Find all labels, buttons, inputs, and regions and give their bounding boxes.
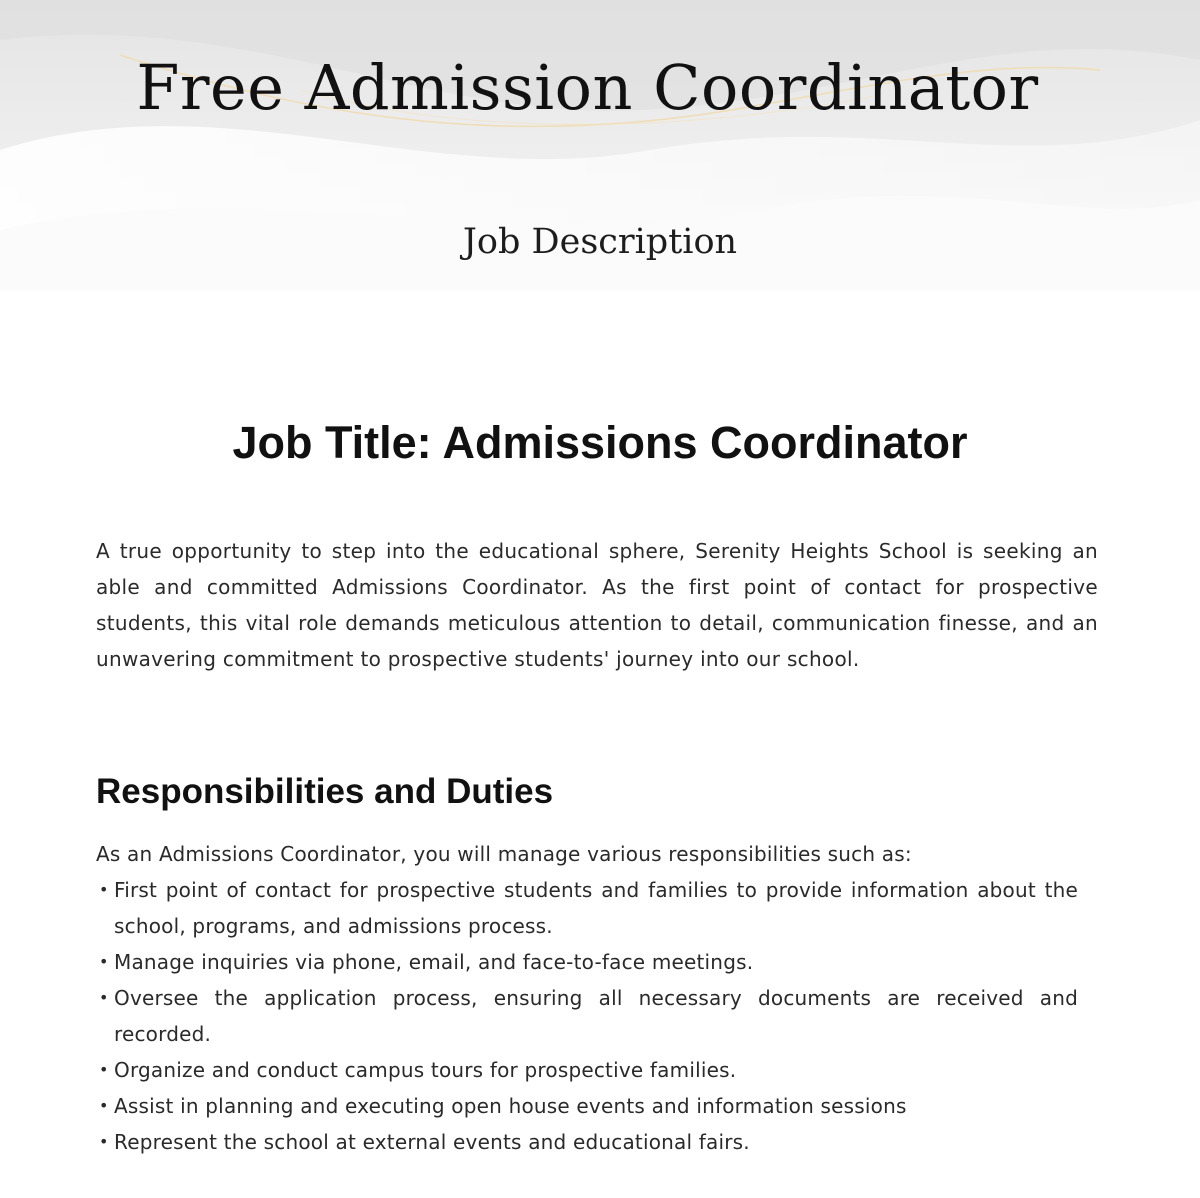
list-item-text: Represent the school at external events and educational fairs. bbox=[114, 1130, 750, 1154]
list-item-text: Assist in planning and executing open house events and information sessions bbox=[114, 1094, 907, 1118]
responsibilities-heading: Responsibilities and Duties bbox=[96, 772, 554, 811]
document-title: Free Admission Coordinator bbox=[136, 51, 1039, 124]
list-item-text: Manage inquiries via phone, email, and face-to-face meetings. bbox=[114, 950, 754, 974]
bullet-icon: • bbox=[99, 880, 109, 899]
list-item-text: First point of contact for prospective students and families to provide information about the school, programs, and admissions process. bbox=[114, 878, 1078, 938]
list-item bbox=[96, 1052, 1078, 1088]
list-item bbox=[96, 872, 1078, 944]
bullet-icon: • bbox=[99, 952, 109, 971]
responsibilities-lead: As an Admissions Coordinator, you will manage various responsibilities such as: bbox=[96, 842, 912, 866]
document-subtitle: Job Description bbox=[462, 222, 738, 262]
list-item-text: Oversee the application process, ensuring all necessary documents are received and recorded. bbox=[114, 986, 1078, 1046]
bullet-icon: • bbox=[99, 1060, 109, 1079]
responsibilities-list bbox=[96, 872, 1078, 1160]
list-item-text: Organize and conduct campus tours for prospective families. bbox=[114, 1058, 737, 1082]
list-item bbox=[96, 980, 1078, 1052]
job-title-heading: Job Title: Admissions Coordinator bbox=[232, 417, 968, 468]
list-item bbox=[96, 944, 1078, 980]
bullet-icon: • bbox=[99, 1096, 109, 1115]
bullet-icon: • bbox=[99, 1132, 109, 1151]
list-item bbox=[96, 1088, 1078, 1124]
intro-paragraph: A true opportunity to step into the educational sphere, Serenity Heights School is seeking an able and committed Admissions Coordinator. As the first point of contact for prospective students, this vital role demands meticulous attention to detail, communication finesse, and an unwavering commitment to prospective students' journey into our school. bbox=[96, 539, 1098, 671]
list-item bbox=[96, 1124, 1078, 1160]
header-banner bbox=[0, 0, 1200, 290]
bullet-icon: • bbox=[99, 988, 109, 1007]
